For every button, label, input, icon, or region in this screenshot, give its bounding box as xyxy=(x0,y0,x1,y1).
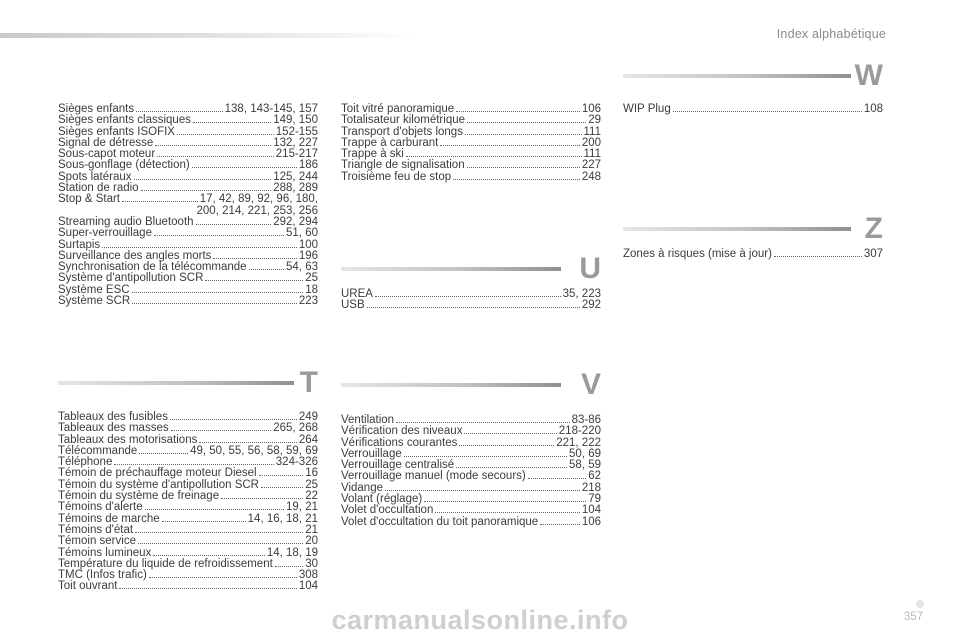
index-entry-pages: 223 xyxy=(298,295,318,308)
section-rule xyxy=(623,227,851,231)
dot-leader xyxy=(154,228,284,236)
index-entry-term: Volet d'occultation du toit panoramique xyxy=(341,515,539,528)
index-entry-pages: 132, 227 xyxy=(273,136,318,149)
dot-leader xyxy=(406,149,582,157)
dot-leader xyxy=(774,249,862,257)
index-entry-term: Sous-gonflage (détection) xyxy=(58,159,190,172)
dot-leader xyxy=(193,115,271,123)
index-entry-pages: 49, 50, 55, 56, 58, 59, 69 xyxy=(190,444,318,457)
index-entry-pages: 264 xyxy=(298,433,318,446)
dot-leader xyxy=(153,548,265,556)
index-entry-term: TMC (Infos trafic) xyxy=(58,569,147,582)
index-entry-term: Témoins d'état xyxy=(58,523,134,536)
index-entry-term: Totalisateur kilométrique xyxy=(341,114,466,127)
index-entry xyxy=(58,296,318,307)
index-entry-term: WIP Plug xyxy=(623,103,671,115)
dot-leader xyxy=(136,104,223,112)
index-entry-pages: 307 xyxy=(863,248,883,260)
index-entry-pages: 14, 16, 18, 21 xyxy=(247,512,318,525)
index-entry-pages: 249 xyxy=(298,411,318,423)
index-entry-term: Télécommande xyxy=(58,444,138,457)
index-column-w xyxy=(623,104,883,115)
index-entry-term: Témoins d'alerte xyxy=(58,501,143,514)
dot-leader xyxy=(528,471,586,479)
index-entry-pages: 111 xyxy=(583,148,601,161)
dot-leader xyxy=(205,273,303,281)
dot-leader xyxy=(375,289,561,297)
dot-leader xyxy=(139,446,188,454)
index-entry xyxy=(623,104,883,115)
index-column-z xyxy=(623,249,883,260)
index-entry-pages: 79 xyxy=(588,493,601,506)
index-entry-pages: 248 xyxy=(581,170,601,183)
dot-leader xyxy=(453,172,580,180)
index-entry-term: Trappe à ski xyxy=(341,148,404,161)
index-entry xyxy=(58,115,318,126)
index-entry-term: Vidange xyxy=(341,481,383,494)
index-entry-pages: 58, 59 xyxy=(569,459,601,472)
index-entry-pages: 25 xyxy=(305,478,318,491)
index-entry-term: Sièges enfants xyxy=(58,103,135,115)
index-entry-pages: 227 xyxy=(581,159,601,172)
index-entry-pages: 288, 289 xyxy=(273,182,318,195)
index-entry xyxy=(58,194,318,205)
index-entry-pages: 125, 244 xyxy=(273,170,318,183)
index-entry xyxy=(341,300,601,311)
index-entry-pages: 14, 18, 19 xyxy=(266,546,318,559)
index-entry xyxy=(341,517,601,528)
index-entry-pages: 265, 268 xyxy=(273,422,318,435)
index-entry-pages: 292 xyxy=(581,299,601,312)
index-entry-pages: 54, 63 xyxy=(286,261,318,274)
index-entry-term: Tableaux des fusibles xyxy=(58,411,168,423)
section-rule xyxy=(623,74,851,78)
index-entry-term: Sièges enfants classiques xyxy=(58,114,191,127)
index-entry xyxy=(58,581,318,592)
section-letter-v: V xyxy=(580,368,601,401)
index-entry-pages: 35, 223 xyxy=(562,288,601,300)
index-entry-term: Sièges enfants ISOFIX xyxy=(58,125,175,138)
dot-leader xyxy=(424,494,586,502)
index-entry xyxy=(58,228,318,239)
index-entry-term: Tableaux des masses xyxy=(58,422,169,435)
dot-leader xyxy=(213,251,296,259)
index-entry xyxy=(58,502,318,513)
index-entry-pages: 19, 21 xyxy=(286,501,318,514)
dot-leader xyxy=(102,240,297,248)
dot-leader xyxy=(275,559,303,567)
index-entry-term: Système SCR xyxy=(58,295,131,308)
page-number: 357 xyxy=(903,611,923,623)
index-entry-term: Témoin du système d'antipollution SCR xyxy=(58,478,259,491)
index-entry-term: Stop & Start xyxy=(58,193,121,206)
index-entry-pages: 218-220 xyxy=(558,425,601,438)
dot-leader xyxy=(157,149,274,157)
index-entry-pages: 22 xyxy=(305,490,318,503)
top-decorative-rule xyxy=(0,33,420,38)
index-entry-pages: 218 xyxy=(581,481,601,494)
dot-leader xyxy=(149,570,297,578)
index-column-t xyxy=(58,412,318,593)
dot-leader xyxy=(192,160,297,168)
index-entry-term: Température du liquide de refroidissement xyxy=(58,557,273,570)
dot-leader xyxy=(162,514,246,522)
section-header-z xyxy=(623,212,883,248)
index-entry-term: Triangle de signalisation xyxy=(341,159,465,172)
index-entry-pages: 215-217 xyxy=(275,148,318,161)
index-entry-pages-continued: 200, 214, 221, 253, 256 xyxy=(196,204,318,217)
index-entry-term: Toit ouvrant xyxy=(58,580,118,593)
index-entry-term: Zones à risques (mise à jour) xyxy=(623,248,772,260)
dot-leader xyxy=(155,138,271,146)
index-entry-term: Volant (réglage) xyxy=(341,493,423,506)
index-entry-pages: 149, 150 xyxy=(273,114,318,127)
index-entry-pages: 152-155 xyxy=(275,125,318,138)
index-entry-pages: 104 xyxy=(581,504,601,517)
index-entry-pages: 292, 294 xyxy=(273,215,318,228)
index-entry-pages: 20 xyxy=(305,535,318,548)
index-entry-term: Surveillance des angles morts xyxy=(58,249,212,262)
dot-leader xyxy=(135,525,303,533)
section-rule xyxy=(58,381,294,385)
index-entry-pages: 18 xyxy=(305,283,318,296)
index-entry xyxy=(341,505,601,516)
index-entry-term: Sous-capot moteur xyxy=(58,148,156,161)
dot-leader xyxy=(467,160,580,168)
index-entry-pages: 308 xyxy=(298,569,318,582)
section-header-t xyxy=(58,366,318,402)
dot-leader xyxy=(540,517,580,525)
index-entry-pages: 186 xyxy=(298,159,318,172)
index-entry-pages: 51, 60 xyxy=(286,227,318,240)
section-letter-t: T xyxy=(299,366,318,399)
dot-leader xyxy=(456,104,580,112)
dot-leader xyxy=(132,285,304,293)
index-column-v xyxy=(341,415,601,528)
index-entry-term: Spots latéraux xyxy=(58,170,132,183)
index-entry-term: Témoin du système de freinage xyxy=(58,490,220,503)
dot-leader xyxy=(171,423,272,431)
page-title: Index alphabétique xyxy=(776,27,886,41)
index-entry xyxy=(341,289,601,300)
index-entry-term: Super-verrouillage xyxy=(58,227,152,240)
index-entry-pages: 16 xyxy=(305,467,318,480)
section-rule xyxy=(341,383,561,387)
watermark: carmanualsonline.info xyxy=(331,605,629,635)
section-header-u xyxy=(341,252,601,288)
index-entry-pages: 17, 42, 89, 92, 96, 180, xyxy=(199,193,318,206)
index-entry-term: Témoin de préchauffage moteur Diesel xyxy=(58,467,257,480)
dot-leader xyxy=(134,172,272,180)
section-letter-z: Z xyxy=(864,212,883,245)
index-column-t-continued xyxy=(341,104,601,183)
index-entry-term: Trappe à carburant xyxy=(341,136,439,149)
index-entry-term: Système d'antipollution SCR xyxy=(58,272,204,285)
index-entry-pages: 200 xyxy=(581,136,601,149)
dot-leader xyxy=(199,435,296,443)
index-entry-pages: 25 xyxy=(305,272,318,285)
index-entry-term: Troisième feu de stop xyxy=(341,170,452,183)
dot-leader xyxy=(465,127,582,135)
dot-leader xyxy=(261,480,303,488)
index-entry-pages: 62 xyxy=(588,470,601,483)
index-entry-term: Synchronisation de la télécommande xyxy=(58,261,247,274)
index-entry-pages: 83-86 xyxy=(571,414,601,426)
index-entry-term: Transport d'objets longs xyxy=(341,125,463,138)
index-entry-term: Témoins lumineux xyxy=(58,546,152,559)
index-entry-pages: 104 xyxy=(298,580,318,593)
index-entry-pages: 29 xyxy=(588,114,601,127)
index-entry xyxy=(341,426,601,437)
dot-leader xyxy=(196,217,272,225)
dot-leader xyxy=(249,262,284,270)
dot-leader xyxy=(119,581,296,589)
dot-leader xyxy=(114,457,273,465)
dot-leader xyxy=(435,505,579,513)
dot-leader xyxy=(259,468,304,476)
index-entry-pages: 108 xyxy=(863,103,883,115)
dot-leader xyxy=(221,491,303,499)
dot-leader xyxy=(673,104,862,112)
index-entry-term: UREA xyxy=(341,288,373,300)
index-column-u xyxy=(341,289,601,312)
index-entry-pages: 100 xyxy=(298,238,318,251)
index-entry-term: Streaming audio Bluetooth xyxy=(58,215,194,228)
dot-leader xyxy=(459,438,554,446)
dot-leader xyxy=(367,300,580,308)
index-entry-term: Signal de détresse xyxy=(58,136,154,149)
dot-leader xyxy=(404,449,567,457)
dot-leader xyxy=(122,194,198,202)
index-entry-term: Ventilation xyxy=(341,414,395,426)
section-letter-w: W xyxy=(854,59,883,92)
index-entry-term: Système ESC xyxy=(58,283,130,296)
index-entry-term: Témoin service xyxy=(58,535,136,548)
index-entry-pages: 30 xyxy=(305,557,318,570)
dot-leader xyxy=(170,412,297,420)
index-entry-term: USB xyxy=(341,299,365,312)
index-entry-term: Tableaux des motorisations xyxy=(58,433,198,446)
dot-leader xyxy=(464,426,556,434)
section-header-w xyxy=(623,59,883,95)
index-entry-pages: 138, 143-145, 157 xyxy=(224,103,318,115)
index-entry xyxy=(623,249,883,260)
dot-leader xyxy=(177,127,274,135)
index-entry-term: Toit vitré panoramique xyxy=(341,103,455,115)
index-entry-pages: 21 xyxy=(305,523,318,536)
index-entry-term: Témoins de marche xyxy=(58,512,160,525)
dot-leader xyxy=(145,502,284,510)
index-entry-term: Verrouillage centralisé xyxy=(341,459,455,472)
section-letter-u: U xyxy=(579,252,601,285)
index-entry-term: Vérifications courantes xyxy=(341,436,458,449)
index-entry-pages: 50, 69 xyxy=(569,447,601,460)
dot-leader xyxy=(141,183,272,191)
index-entry-term: Volet d'occultation xyxy=(341,504,434,517)
dot-leader xyxy=(456,460,567,468)
dot-leader xyxy=(467,115,586,123)
dot-leader xyxy=(138,536,303,544)
index-column-s xyxy=(58,104,318,307)
index-entry-term: Verrouillage xyxy=(341,447,402,460)
dot-leader xyxy=(396,415,570,423)
dot-leader xyxy=(132,296,297,304)
section-header-v xyxy=(341,368,601,404)
index-entry xyxy=(341,115,601,126)
index-entry xyxy=(341,172,601,183)
index-entry xyxy=(58,423,318,434)
index-entry-term: Surtapis xyxy=(58,238,101,251)
index-entry-pages: 106 xyxy=(581,103,601,115)
section-rule xyxy=(341,267,561,271)
index-entry-pages: 111 xyxy=(583,125,601,138)
dot-leader xyxy=(385,483,580,491)
dot-leader xyxy=(440,138,579,146)
index-entry-pages: 106 xyxy=(581,515,601,528)
index-entry-term: Vérification des niveaux xyxy=(341,425,463,438)
index-entry xyxy=(58,536,318,547)
index-entry-term: Verrouillage manuel (mode secours) xyxy=(341,470,526,483)
index-entry-pages: 196 xyxy=(298,249,318,262)
index-entry-pages: 221, 222 xyxy=(556,436,601,449)
index-entry-term: Téléphone xyxy=(58,456,113,469)
index-entry-pages: 324-326 xyxy=(275,456,318,469)
index-entry-term: Station de radio xyxy=(58,182,139,195)
